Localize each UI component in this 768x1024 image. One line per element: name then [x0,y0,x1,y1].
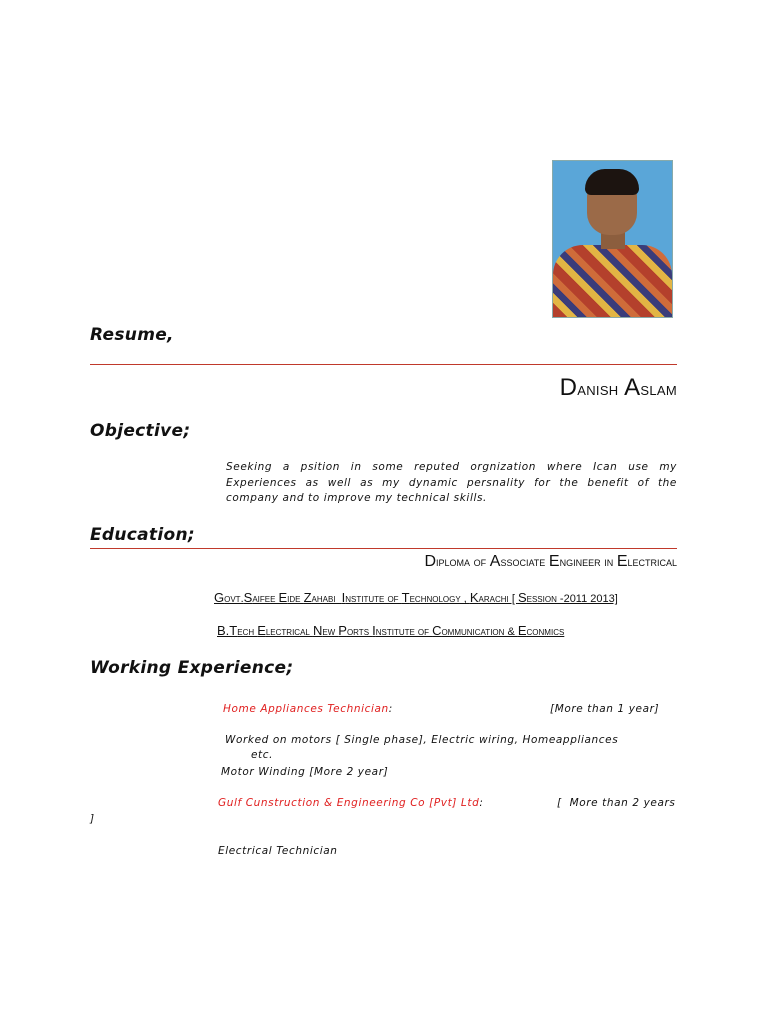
inst2-part: P [338,623,347,638]
job1-desc-line3: Motor Winding [More 2 year] [221,766,389,778]
degree-part: ssociate [500,554,549,569]
job1-desc-line2: etc. [251,749,274,761]
degree-part: iploma of [436,554,490,569]
inst1-part: T [401,590,410,605]
inst1-part: arachi [ [478,593,518,605]
inst1-part: S [517,590,527,605]
inst1-part: K [469,590,479,605]
inst1-part: E [278,590,288,605]
inst1-part: aifee [252,593,279,605]
inst2-part: ommunication & [441,626,518,638]
inst2-part: orts [346,626,373,638]
name-first-rest: anish [577,379,619,400]
inst1-part: ahabi [311,593,342,605]
name-first-cap: D [559,374,578,401]
job2-company-line [218,796,484,812]
education-rule [90,548,677,549]
inst2-part: C [432,623,442,638]
degree-part: lectrical [627,554,677,569]
photo-hair [585,169,639,195]
header-rule [90,364,677,365]
inst1-part: I [341,590,346,605]
job1-title: Home Appliances Technician [223,703,389,715]
name-last-cap: A [624,374,641,401]
inst1-part: Z [303,590,312,605]
job1-desc-line1: Worked on motors [ Single phase], Electric wiring, Homeappliances [225,734,619,746]
experience-heading: Working Experience; [90,658,294,678]
degree-title [424,553,677,571]
objective-heading: Objective; [90,421,191,441]
inst2-part: N [312,623,323,638]
education-heading: Education; [90,525,195,545]
job2-duration-bracket: ] [90,813,95,825]
inst2-part: I [372,623,376,638]
job2-role: Electrical Technician [218,845,338,857]
degree-part: A [489,553,501,570]
objective-text: Seeking a psition in some reputed orgnization where Ican use my Experiences as well as my dynamic persnality for the benefit of the company and to improve my technical skills. [226,461,677,504]
photo-shirt [553,245,672,317]
inst1-part: ide [287,593,304,605]
inst1-part: S [243,590,253,605]
job2-duration: [ More than 2 years [557,797,676,809]
inst2-part: lectrical [265,626,313,638]
inst2-part: conmics [526,626,565,638]
candidate-name [560,374,677,402]
inst2-part: ew [322,626,339,638]
resume-label: Resume, [90,325,174,345]
job1-title-line [223,702,393,718]
institute-2 [217,623,564,638]
job2-company: Gulf Cunstruction & Engineering Co [Pvt] Ltd [218,797,480,809]
inst1-part: ovt. [224,593,244,605]
inst2-part: E [517,623,527,638]
inst1-part: nstitute of [345,593,402,605]
degree-part: D [424,553,437,570]
degree-part: E [548,553,560,570]
inst2-part: B.T [217,623,238,638]
inst1-part: G [214,590,225,605]
job2-colon: : [479,797,484,809]
degree-part: ngineer in [559,554,617,569]
inst2-part: ech [237,626,258,638]
job1-duration: [More than 1 year] [550,703,660,715]
inst1-part: ession -2011 2013] [526,593,618,605]
inst2-part: nstitute of [375,626,433,638]
degree-part: E [616,553,628,570]
inst2-part: E [257,623,266,638]
inst1-part: echnology , [409,593,470,605]
name-last-rest: slam [640,379,677,400]
job1-colon: : [388,703,393,715]
institute-1 [214,590,618,605]
profile-photo [552,160,673,318]
